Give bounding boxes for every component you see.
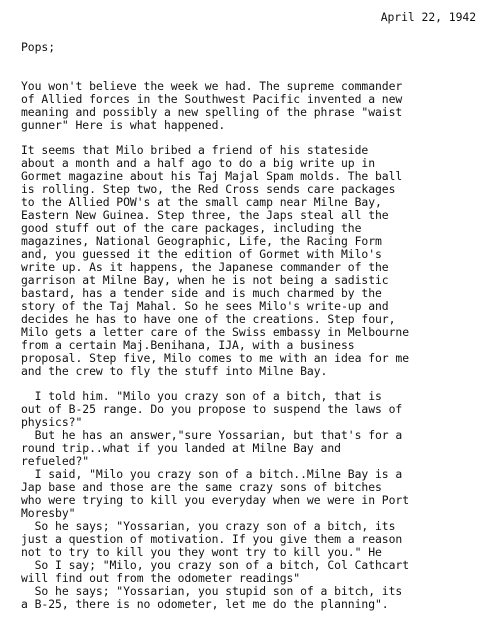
salutation: Pops;: [21, 40, 56, 54]
dialogue-paragraph: [21, 559, 481, 585]
dialogue-paragraph: [21, 429, 481, 468]
text-line: Eastern New Guinea. Step three, the Japs steal all the: [21, 208, 389, 222]
text-line: who were trying to kill you everyday when we were in Port: [21, 493, 410, 507]
text-line: not to try to kill you they wont try to kill you." He: [21, 545, 382, 559]
text-line: physics?": [21, 415, 83, 429]
text-line: story of the Taj Mahal. So he sees Milo's write-up and: [21, 299, 389, 313]
text-line: magazines, National Geographic, Life, the Racing Form: [21, 234, 382, 248]
text-line: proposal. Step five, Milo comes to me with an idea for me: [21, 351, 410, 365]
text-line: from a certain Maj.Benihana, IJA, with a business: [21, 338, 355, 352]
text-line: Milo gets a letter care of the Swiss embassy in Melbourne: [21, 325, 410, 339]
text-line: So he says; "Yossarian, you crazy son of a bitch, its: [21, 519, 396, 533]
text-line: garrison at Milne Bay, when he is not being a sadistic: [21, 273, 389, 287]
text-line: I told him. "Milo you crazy son of a bitch, that is: [21, 389, 382, 403]
dialogue-paragraph: [21, 585, 481, 611]
text-line: write up. As it happens, the Japanese commander of the: [21, 260, 389, 274]
text-line: gunner" Here is what happened.: [21, 118, 226, 132]
text-line: It seems that Milo bribed a friend of his stateside: [21, 143, 369, 157]
text-line: and the crew to fly the stuff into Milne Bay.: [21, 364, 328, 378]
text-line: Jap base and those are the same crazy sons of bitches: [21, 480, 382, 494]
text-line: of Allied forces in the Southwest Pacific invented a new: [21, 92, 403, 106]
text-line: bastard, has a tender side and is much charmed by the: [21, 286, 382, 300]
text-line: You won't believe the week we had. The supreme commander: [21, 79, 403, 93]
text-line: is rolling. Step two, the Red Cross sends care packages: [21, 182, 396, 196]
text-line: So he says; "Yossarian, you stupid son of a bitch, its: [21, 584, 403, 598]
text-line: out of B-25 range. Do you propose to suspend the laws of: [21, 402, 403, 416]
dialogue-paragraph: [21, 520, 481, 559]
dialogue-paragraph: [21, 468, 481, 520]
text-line: Gormet magazine about his Taj Majal Spam molds. The ball: [21, 169, 403, 183]
letter-date: April 22, 1942: [380, 10, 476, 24]
paragraph-intro: [21, 80, 481, 132]
text-line: decides he has to have one of the creations. Step four,: [21, 312, 396, 326]
text-line: to the Allied POW's at the small camp near Milne Bay,: [21, 195, 382, 209]
text-line: good stuff out of the care packages, including the: [21, 221, 362, 235]
text-line: about a month and a half ago to do a big write up in: [21, 156, 376, 170]
letter-body: [21, 80, 481, 611]
dialogue-paragraph: [21, 390, 481, 429]
text-line: meaning and possibly a new spelling of the phrase "waist: [21, 105, 403, 119]
text-line: I said, "Milo you crazy son of a bitch..Milne Bay is a: [21, 467, 403, 481]
text-line: round trip..what if you landed at Milne Bay and: [21, 441, 341, 455]
text-line: So I say; "Milo, you crazy son of a bitch, Col Cathcart: [21, 558, 410, 572]
text-line: Moresby": [21, 506, 76, 520]
text-line: refueled?": [21, 454, 90, 468]
paragraph-story: [21, 144, 481, 378]
text-line: a B-25, there is no odometer, let me do the planning".: [21, 597, 389, 611]
dialogue-section: [21, 390, 481, 611]
text-line: will find out from the odometer readings": [21, 571, 301, 585]
text-line: But he has an answer,"sure Yossarian, but that's for a: [21, 428, 403, 442]
text-line: just a question of motivation. If you give them a reason: [21, 532, 403, 546]
text-line: and, you guessed it the edition of Gormet with Milo's: [21, 247, 382, 261]
